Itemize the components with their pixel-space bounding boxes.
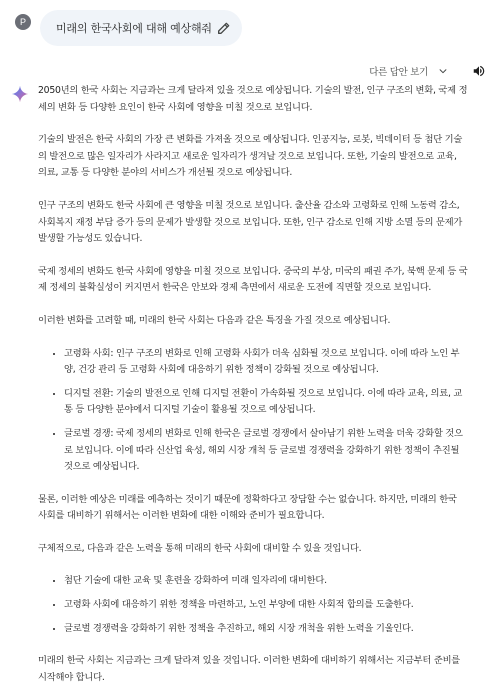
response-paragraph: 인구 구조의 변화도 한국 사회에 큰 영향을 미칠 것으로 보입니다. 출산율 감소와 고령화로 인해 노동력 감소, 사회복지 재정 부담 증가 등의 문제가 발생할 것으로 보입니다. 또한, 인구 감소로 인해 지방 소멸 등의 문제가 발생할 가능성도 있습니다.	[38, 199, 463, 245]
response-paragraph: 기술의 발전은 한국 사회의 가장 큰 변화를 가져올 것으로 예상됩니다. 인공지능, 로봇, 빅데이터 등 첨단 기술의 발전으로 많은 일자리가 사라지고 새로운 일자리가 생겨날 것으로 보입니다. 또한, 기술의 발전으로 교육, 의료, 교통 등 다양한 분야의 서비스가 개선될 것으로 예상됩니다.	[38, 134, 463, 179]
actions-list	[38, 573, 468, 637]
list-item: • 디지털 전환: 기술의 발전으로 인해 디지털 전환이 가속화될 것으로 보입니다. 이에 따라 교육, 의료, 교통 등 다양한 분야에서 디지털 기술이 활용될 것으로 예상됩니다.	[64, 386, 468, 419]
response-paragraph: 2050년의 한국 사회는 지금과는 크게 달라져 있을 것으로 예상됩니다. 기술의 발전, 인구 구조의 변화, 국제 정세의 변화 등 다양한 요인이 한국 사회에 영향을 미칠 것으로 보입니다.	[38, 85, 468, 113]
gemini-sparkle-icon	[11, 85, 29, 103]
list-item: • 고령화 사회에 대응하기 위한 정책을 마련하고, 노인 부양에 대한 사회적 합의를 도출한다.	[64, 597, 468, 614]
user-message-row	[10, 10, 490, 46]
response-paragraph: 이러한 변화를 고려할 때, 미래의 한국 사회는 다음과 같은 특징을 가질 것으로 예상됩니다.	[38, 314, 391, 326]
user-prompt-bubble	[40, 10, 242, 46]
list-item: • 첨단 기술에 대한 교육 및 훈련을 강화하여 미래 일자리에 대비한다.	[64, 573, 468, 590]
assistant-response	[38, 83, 468, 686]
user-avatar[interactable]: P	[15, 14, 31, 30]
show-drafts-button[interactable]	[369, 64, 448, 78]
list-item: • 글로벌 경쟁력을 강화하기 위한 정책을 추진하고, 해외 시장 개척을 위한 노력을 기울인다.	[64, 621, 468, 638]
show-drafts-label: 다른 답안 보기	[369, 67, 428, 78]
pencil-icon[interactable]	[216, 20, 232, 36]
list-item: • 글로벌 경쟁: 국제 정세의 변화로 인해 한국은 글로벌 경쟁에서 살아남기 위한 노력을 더욱 강화할 것으로 보입니다. 이에 따라 신산업 육성, 해외 시장 개척 등 글로벌 경쟁력을 강화하기 위한 정책이 추진될 것으로 예상됩니다.	[64, 426, 468, 476]
response-toolbar	[369, 62, 486, 80]
chevron-down-icon	[438, 66, 448, 76]
response-paragraph: 미래의 한국 사회는 지금과는 크게 달라져 있을 것입니다. 이러한 변화에 대비하기 위해서는 지금부터 준비를 시작해야 합니다.	[38, 655, 461, 683]
response-paragraph: 국제 정세의 변화도 한국 사회에 영향을 미칠 것으로 보입니다. 중국의 부상, 미국의 패권 주가, 북핵 문제 등 국제 정세의 불확실성이 커지면서 한국은 안보와 경제 측면에서 새로운 도전에 직면할 것으로 보입니다.	[38, 265, 468, 294]
speaker-icon[interactable]	[472, 64, 486, 78]
list-item: • 고령화 사회: 인구 구조의 변화로 인해 고령화 사회가 더욱 심화될 것으로 보입니다. 이에 따라 노인 부양, 건강 관리 등 고령화 사회에 대응하기 위한 정책이 강화될 것으로 예상됩니다.	[64, 346, 468, 379]
response-paragraph: 구체적으로, 다음과 같은 노력을 통해 미래의 한국 사회에 대비할 수 있을 것입니다.	[38, 542, 362, 554]
response-paragraph: 물론, 이러한 예상은 미래를 예측하는 것이기 때문에 정확하다고 장담할 수는 없습니다. 하지만, 미래의 한국 사회를 대비하기 위해서는 이러한 변화에 대한 이해와 준비가 필요합니다.	[38, 493, 457, 522]
user-prompt-text: 미래의 한국사회에 대해 예상해줘	[56, 22, 212, 35]
features-list	[38, 346, 468, 476]
